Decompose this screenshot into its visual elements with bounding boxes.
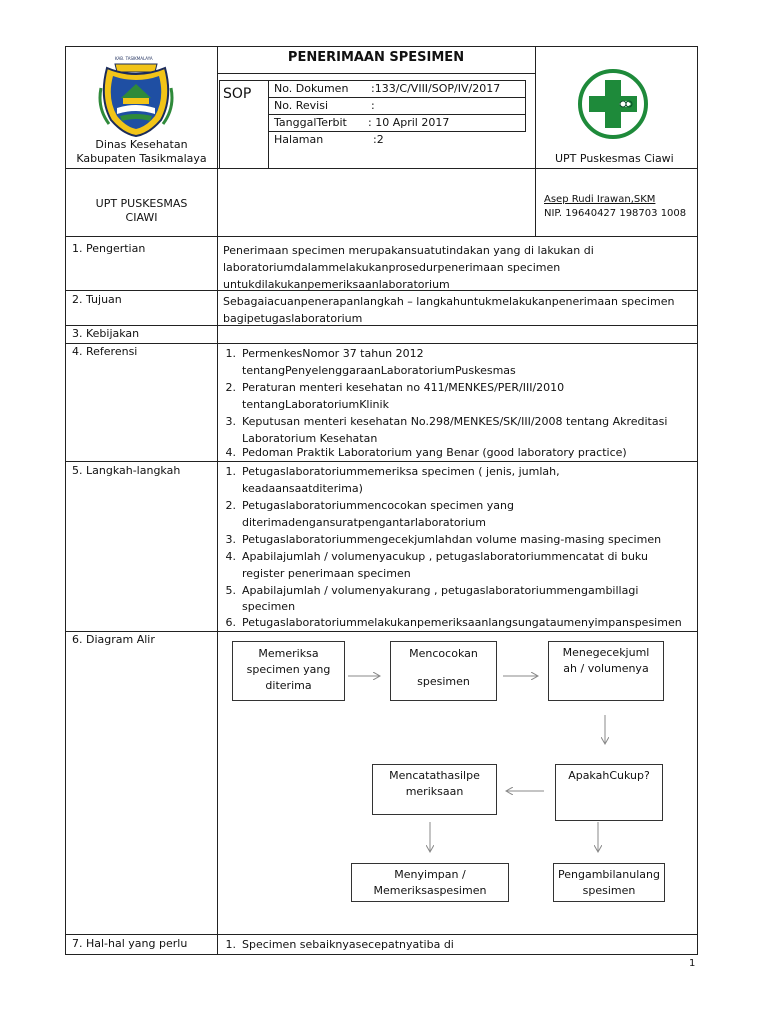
list-text: PermenkesNomor 37 tahun 2012 xyxy=(242,347,424,360)
section-label-langkah: 5. Langkah-langkah xyxy=(72,464,181,477)
list-number: 1. xyxy=(225,465,236,478)
issue-date-label: TanggalTerbit xyxy=(274,116,347,129)
doc-number-label: No. Dokumen xyxy=(274,82,349,95)
flow-text: Menegecekjuml xyxy=(562,646,650,659)
doc-number-value: :133/C/VIII/SOP/IV/2017 xyxy=(371,82,501,95)
list-number: 3. xyxy=(225,415,236,428)
list-text: diterimadengansuratpengantarlaboratorium xyxy=(242,516,486,529)
list-text: Petugaslaboratoriummemeriksa specimen ( jenis, jumlah, xyxy=(242,465,560,478)
flow-text: Mencatathasilpe xyxy=(389,769,480,782)
list-text: keadaansaatditerima) xyxy=(242,482,363,495)
section-label-referensi: 4. Referensi xyxy=(72,345,138,358)
halhal-list xyxy=(222,936,692,953)
section-label-pengertian: 1. Pengertian xyxy=(72,242,146,255)
list-number: 1. xyxy=(225,938,236,951)
section-label-halhal: 7. Hal-hal yang perlu xyxy=(72,937,188,950)
list-text: Apabilajumlah / volumenyacukup , petugaslaboratoriummencatat di buku xyxy=(242,550,648,563)
logo-banner-text: KAB. TASIKMALAYA xyxy=(115,56,153,61)
list-text: register penerimaan specimen xyxy=(242,567,411,580)
tujuan-line: Sebagaiacuanpenerapanlangkah – langkahuntukmelakukanpenerimaan specimen xyxy=(223,295,675,308)
page-label: Halaman xyxy=(274,133,324,146)
list-text: Petugaslaboratoriummelakukanpemeriksaanlangsungataumenyimpanspesimen xyxy=(242,616,682,629)
flow-text: meriksaan xyxy=(405,785,464,798)
list-text: Pedoman Praktik Laboratorium yang Benar (good laboratory practice) xyxy=(242,446,627,459)
section-label-diagram: 6. Diagram Alir xyxy=(72,633,155,646)
list-text: Peraturan menteri kesehatan no 411/MENKES/PER/III/2010 xyxy=(242,381,565,394)
flow-text: ah / volumenya xyxy=(563,662,649,675)
flow-text: ApakahCukup? xyxy=(568,769,650,782)
flow-text: Pengambilanulang xyxy=(558,868,660,881)
puskesmas-line1: UPT PUSKESMAS xyxy=(95,197,188,210)
flow-text: Memeriksa xyxy=(258,647,319,660)
list-number: 5. xyxy=(225,584,236,597)
pengertian-line: untukdilakukanpemeriksaanlaboratorium xyxy=(223,278,450,291)
list-number: 6. xyxy=(225,616,236,629)
list-number: 2. xyxy=(225,499,236,512)
tujuan-line: bagipetugaslaboratorium xyxy=(223,312,363,325)
page-number: 1 xyxy=(689,958,696,969)
section-label-kebijakan: 3. Kebijakan xyxy=(72,327,140,340)
list-number: 2. xyxy=(225,381,236,394)
list-number: 4. xyxy=(225,550,236,563)
list-text: Specimen sebaiknyasecepatnyatiba di xyxy=(242,938,454,951)
list-number: 4. xyxy=(225,446,236,459)
list-text: Petugaslaboratoriummengecekjumlahdan volume masing-masing specimen xyxy=(242,533,662,546)
list-text: tentangLaboratoriumKlinik xyxy=(242,398,389,411)
list-text: Apabilajumlah / volumenyakurang , petugaslaboratoriummengambillagi xyxy=(242,584,639,597)
list-number: 3. xyxy=(225,533,236,546)
flow-text: spesimen xyxy=(582,884,636,897)
list-text: Keputusan menteri kesehatan No.298/MENKES/SK/III/2008 tentang Akreditasi xyxy=(242,415,668,428)
org-name-line1: Dinas Kesehatan xyxy=(95,138,188,151)
list-text: specimen xyxy=(242,600,296,613)
list-text: Petugaslaboratoriummencocokan specimen yang xyxy=(242,499,514,512)
puskesmas-line2: CIAWI xyxy=(125,211,158,224)
flow-text: spesimen xyxy=(417,675,470,688)
flow-text: specimen yang xyxy=(246,663,331,676)
flow-text: Mencocokan xyxy=(409,647,478,660)
flow-text: Memeriksaspesimen xyxy=(373,884,487,897)
list-text: Laboratorium Kesehatan xyxy=(242,432,378,445)
signer-nip: NIP. 19640427 198703 1008 xyxy=(544,208,687,219)
revision-label: No. Revisi xyxy=(274,99,329,112)
flow-text: Menyimpan / xyxy=(394,868,466,881)
list-text: tentangPenyelenggaraanLaboratoriumPuskesmas xyxy=(242,364,516,377)
page-value: :2 xyxy=(373,133,384,146)
flow-text: diterima xyxy=(265,679,312,692)
list-number: 1. xyxy=(225,347,236,360)
org-name-line2: Kabupaten Tasikmalaya xyxy=(76,152,207,165)
upt-name: UPT Puskesmas Ciawi xyxy=(555,152,674,165)
section-label-tujuan: 2. Tujuan xyxy=(72,293,122,306)
issue-date-value: : 10 April 2017 xyxy=(368,116,450,129)
page-title: PENERIMAAN SPESIMEN xyxy=(287,50,465,65)
signer-name: Asep Rudi Irawan,SKM xyxy=(544,194,656,205)
pengertian-line: Penerimaan specimen merupakansuatutindakan yang di lakukan di xyxy=(223,244,594,257)
sop-label: SOP xyxy=(223,86,252,102)
revision-value: : xyxy=(371,99,375,112)
pengertian-line: laboratoriumdalammelakukanprosedurpenerimaan specimen xyxy=(223,261,561,274)
